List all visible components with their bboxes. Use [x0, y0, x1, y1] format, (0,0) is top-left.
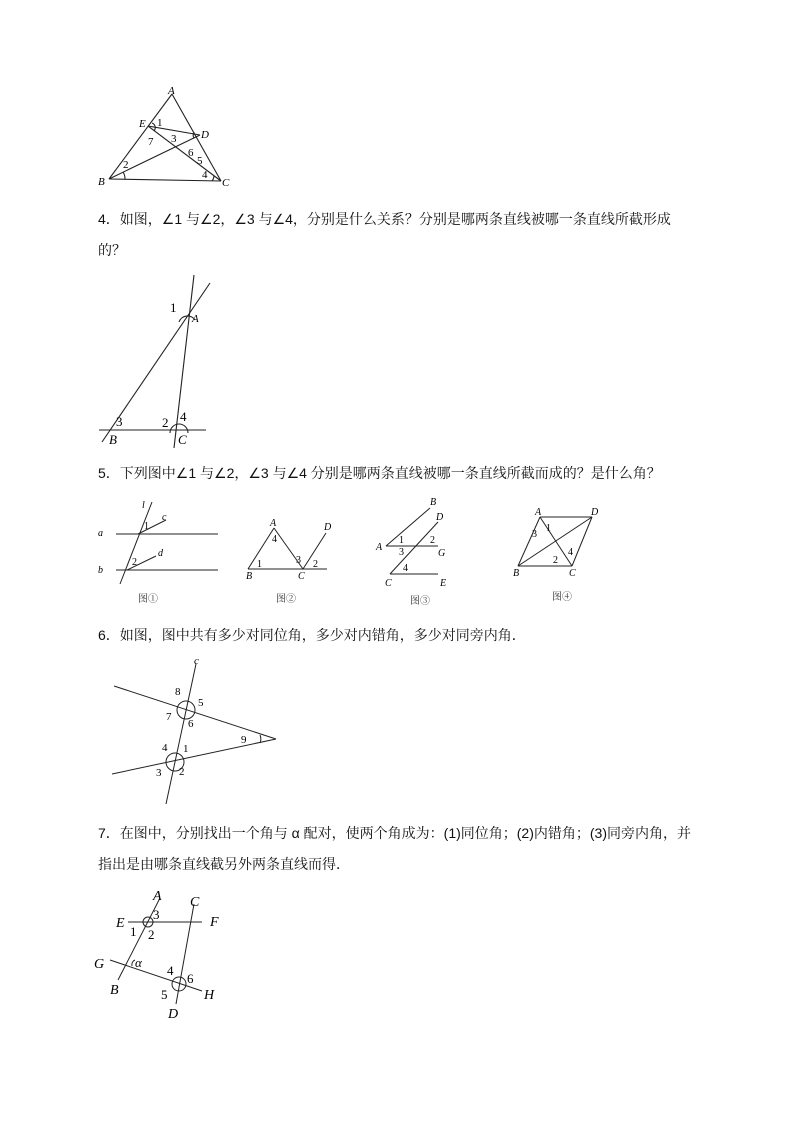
question-7-text: [98, 818, 698, 880]
angle-3: 3: [171, 133, 177, 145]
angle-7: 7: [148, 136, 154, 148]
angle-2: 2: [123, 159, 129, 171]
label-D: D: [201, 129, 209, 141]
label-A: A: [376, 542, 383, 553]
angle-alpha: α: [135, 955, 142, 970]
label-C: C: [178, 432, 187, 447]
label-d: d: [158, 548, 163, 559]
angle-2: 2: [162, 415, 169, 430]
angle-5: 5: [198, 697, 204, 709]
label-D: D: [324, 522, 332, 533]
angle-2: 2: [313, 559, 318, 570]
figure-q6: [106, 654, 286, 808]
label-B: B: [110, 983, 119, 998]
label-D: D: [168, 1007, 179, 1022]
angle-1: 1: [546, 523, 551, 534]
question-7-line2: 指出是由哪条直线截另外两条直线而得．: [98, 856, 350, 872]
caption-fig4: 图④: [552, 592, 572, 603]
label-b: b: [98, 565, 103, 576]
label-B: B: [430, 497, 437, 508]
angle-3: 3: [156, 767, 162, 779]
label-G: G: [438, 548, 446, 559]
caption-fig3: 图③: [410, 596, 430, 607]
angle-9: 9: [241, 734, 247, 746]
label-C: C: [190, 895, 200, 910]
label-D: D: [591, 507, 599, 518]
angle-4: 4: [403, 563, 408, 574]
angle-2: 2: [179, 766, 185, 778]
figure-q4: [96, 270, 216, 450]
figure-q7: [90, 886, 230, 1022]
label-E: E: [116, 916, 125, 931]
angle-7: 7: [166, 711, 172, 723]
angle-2: 2: [430, 535, 435, 546]
label-E: E: [440, 578, 447, 589]
angle-4: 4: [180, 409, 187, 424]
label-A: A: [192, 313, 199, 325]
question-5-text: 5．下列图中∠1 与∠2，∠3 与∠4 分别是哪两条直线被哪一条直线所截而成的？是什么角？: [98, 465, 661, 481]
label-D: D: [436, 512, 444, 523]
label-A: A: [270, 518, 277, 529]
angle-3: 3: [296, 555, 301, 566]
angle-1: 1: [157, 117, 163, 129]
angle-6: 6: [188, 718, 194, 730]
label-A: A: [153, 889, 162, 904]
label-C: C: [222, 177, 230, 189]
figure-q5-3: [372, 494, 478, 608]
angle-5: 5: [197, 155, 203, 167]
angle-4: 4: [568, 547, 573, 558]
angle-2: 2: [553, 555, 558, 566]
angle-3: 3: [116, 414, 123, 429]
label-B: B: [109, 432, 117, 447]
angle-3: 3: [153, 907, 160, 922]
label-C: C: [569, 568, 576, 579]
angle-3: 3: [399, 547, 404, 558]
angle-2: 2: [132, 557, 137, 568]
question-4-line2: 的？: [98, 242, 126, 258]
angle-1: 1: [170, 300, 177, 315]
angle-1: 1: [257, 559, 262, 570]
angle-3: 3: [532, 529, 537, 540]
label-A: A: [168, 85, 175, 97]
label-A: A: [535, 507, 542, 518]
figure-q5-1: [94, 496, 224, 608]
angle-5: 5: [161, 987, 168, 1002]
caption-fig2: 图②: [276, 594, 296, 605]
angle-1: 1: [144, 521, 149, 532]
label-G: G: [94, 957, 105, 972]
angle-1: 1: [183, 743, 189, 755]
question-7-line1: 7．在图中，分别找出一个角与 α 配对，使两个角成为：(1)同位角；(2)内错角；(3)同旁内角，并: [98, 825, 691, 841]
label-B: B: [513, 568, 520, 579]
question-4-text: [98, 204, 698, 266]
label-C: C: [298, 571, 305, 582]
angle-4: 4: [162, 742, 168, 754]
label-C: C: [385, 578, 392, 589]
label-a: a: [98, 528, 103, 539]
question-6-text: 6．如图，图中共有多少对同位角，多少对内错角，多少对同旁内角．: [98, 627, 526, 643]
label-c: c: [162, 512, 167, 523]
angle-1: 1: [399, 535, 404, 546]
label-E: E: [139, 118, 146, 130]
figure-q5-2: [242, 518, 342, 608]
angle-8: 8: [175, 686, 181, 698]
question-4-line1: 4．如图，∠1 与∠2，∠3 与∠4，分别是什么关系？分别是哪两条直线被哪一条直线所截形成: [98, 211, 671, 227]
angle-1: 1: [130, 924, 137, 939]
figure-q5-4: [508, 502, 628, 606]
label-B: B: [98, 176, 105, 188]
label-B: B: [246, 571, 253, 582]
label-F: F: [210, 915, 219, 930]
angle-4: 4: [202, 169, 208, 181]
label-c: c: [194, 655, 199, 667]
label-l: l: [142, 500, 145, 511]
angle-4: 4: [167, 963, 174, 978]
figure-triangle: [90, 82, 250, 194]
angle-6: 6: [188, 147, 194, 159]
angle-4: 4: [272, 534, 277, 545]
label-H: H: [204, 988, 215, 1003]
caption-fig1: 图①: [138, 594, 158, 605]
angle-6: 6: [187, 971, 194, 986]
angle-2: 2: [148, 927, 155, 942]
